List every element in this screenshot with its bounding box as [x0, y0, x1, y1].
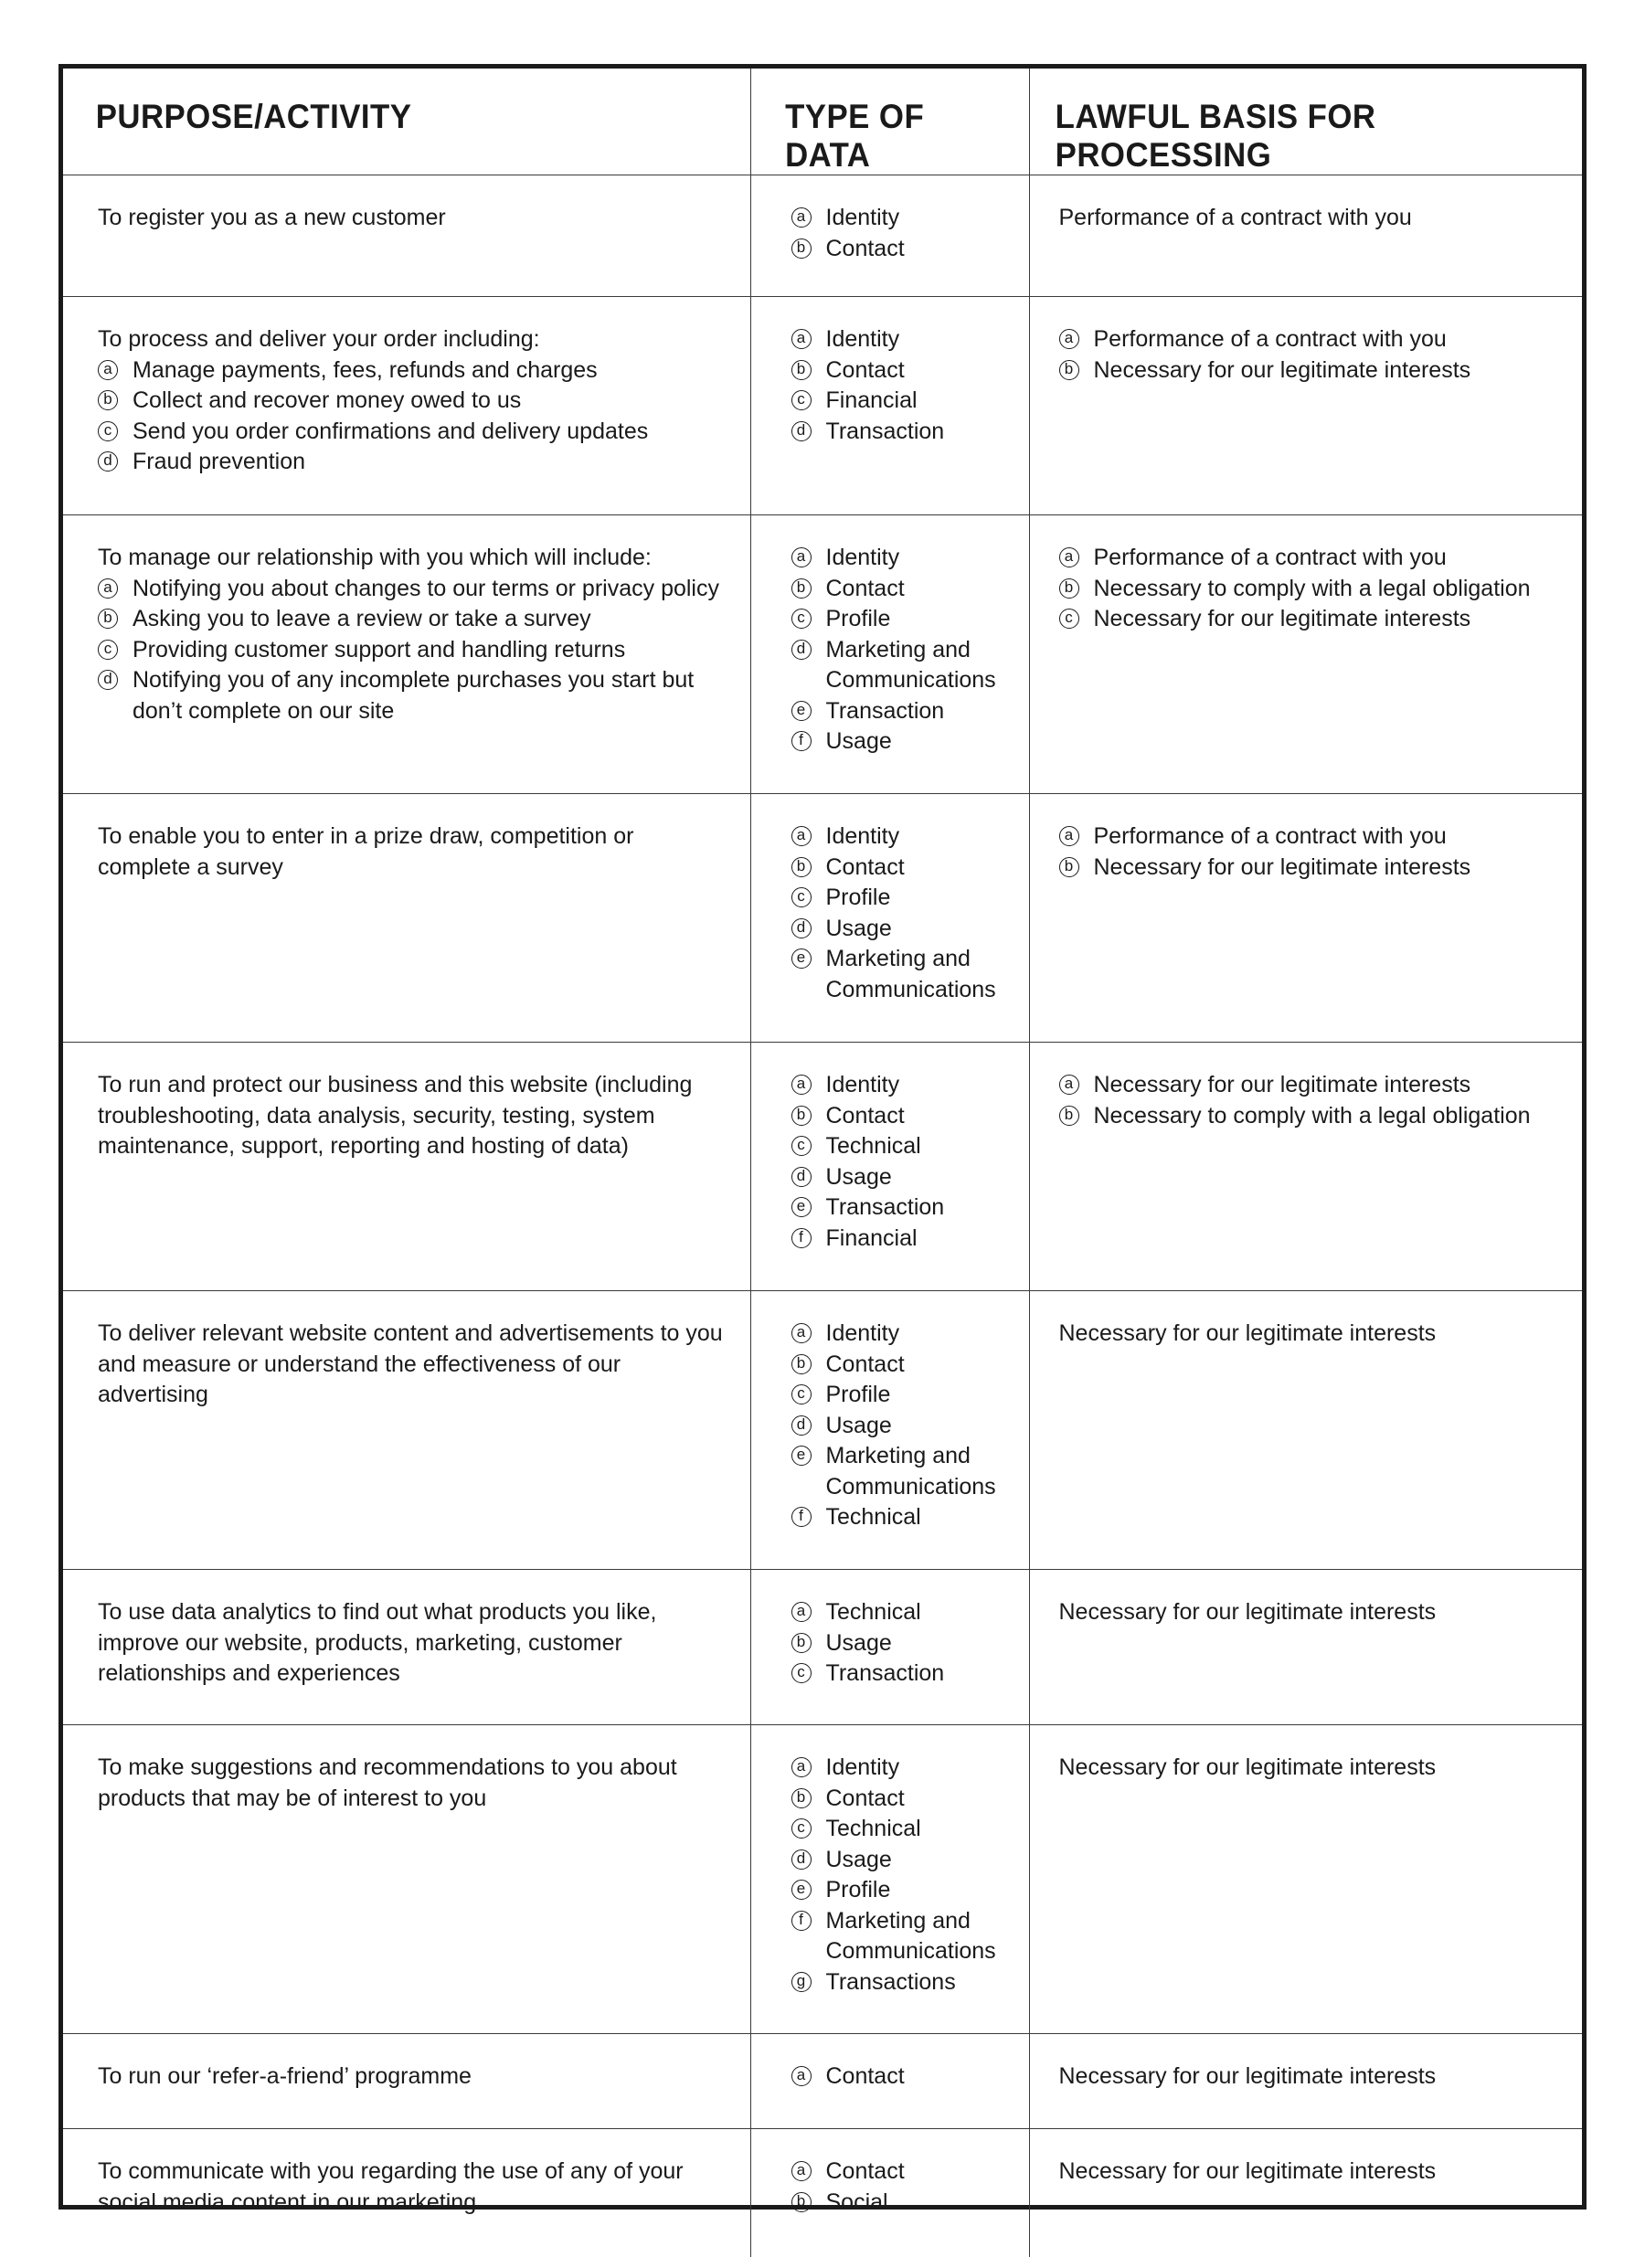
list-item — [98, 574, 732, 605]
circled-letter-marker: b — [791, 238, 812, 259]
list-item-text: Necessary for our legitimate interests — [1093, 606, 1471, 631]
list-item — [791, 1319, 1020, 1350]
circled-letter-marker: f — [791, 731, 812, 751]
list-item — [791, 883, 1020, 914]
data-type-cell — [750, 1725, 1029, 2034]
circled-letter-marker: a — [791, 547, 812, 567]
list-item-text: Technical — [825, 1816, 921, 1841]
list-item — [791, 1967, 1020, 1998]
list-item — [791, 1906, 1020, 1967]
circled-letter-marker: c — [791, 390, 812, 410]
purpose-cell — [63, 1043, 750, 1291]
list-item — [791, 355, 1020, 387]
list-item — [791, 1628, 1020, 1659]
list-item — [98, 665, 732, 726]
list-item-text: Contact — [825, 853, 905, 880]
table-row — [63, 1725, 1582, 2034]
data-type-cell — [750, 2129, 1029, 2257]
circled-letter-marker: f — [791, 1228, 812, 1248]
lawful-basis-text: Necessary for our legitimate interests — [1058, 1754, 1437, 1780]
list-item — [1059, 853, 1574, 884]
lawful-basis-cell — [1029, 297, 1582, 515]
purpose-cell — [63, 2129, 750, 2257]
data-type-list — [791, 2157, 1020, 2218]
list-item-text: Contact — [825, 1351, 905, 1377]
purpose-text: To process and deliver your order including: — [98, 326, 540, 352]
list-item — [791, 821, 1020, 853]
list-item-text: Performance of a contract with you — [1093, 823, 1447, 849]
list-item — [791, 574, 1020, 605]
purpose-cell — [63, 1725, 750, 2034]
table-row — [63, 1570, 1582, 1725]
circled-letter-marker: d — [791, 918, 812, 938]
circled-letter-marker: b — [1059, 578, 1079, 599]
table-row — [63, 2129, 1582, 2257]
purpose-cell — [63, 297, 750, 515]
list-item — [791, 2188, 1020, 2219]
circled-letter-marker: e — [791, 701, 812, 721]
purpose-sub-list — [98, 574, 732, 727]
data-type-list — [791, 1597, 1020, 1690]
list-item-text: Necessary for our legitimate interests — [1093, 853, 1471, 880]
data-type-cell — [750, 297, 1029, 515]
table-row — [63, 515, 1582, 794]
list-item-text: Marketing and Communications — [825, 946, 996, 1002]
list-item-text: Transactions — [825, 1968, 956, 1995]
list-item-text: Necessary for our legitimate interests — [1093, 356, 1471, 383]
list-item — [791, 635, 1020, 696]
lawful-basis-table — [63, 69, 1582, 2257]
circled-letter-marker: a — [791, 2066, 812, 2086]
circled-letter-marker: a — [98, 360, 118, 380]
list-item — [791, 2061, 1020, 2093]
list-item — [791, 1131, 1020, 1162]
data-type-list — [791, 203, 1020, 264]
lawful-basis-cell — [1029, 175, 1582, 297]
purpose-cell — [63, 515, 750, 794]
data-type-cell — [750, 794, 1029, 1043]
data-type-list — [791, 1070, 1020, 1254]
header-type-of-data: TYPE OF DATA — [750, 69, 1013, 175]
table-row — [63, 794, 1582, 1043]
list-item — [791, 1224, 1020, 1255]
circled-letter-marker: d — [791, 421, 812, 441]
table-row — [63, 2034, 1582, 2129]
list-item-text: Contact — [825, 1102, 905, 1129]
circled-letter-marker: d — [98, 451, 118, 472]
list-item-text: Technical — [825, 1504, 921, 1530]
list-item-text: Contact — [825, 1785, 905, 1811]
circled-letter-marker: c — [98, 421, 118, 441]
list-item-text: Necessary for our legitimate interests — [1093, 1072, 1471, 1097]
circled-letter-marker: a — [791, 329, 812, 349]
list-item — [791, 1597, 1020, 1628]
data-type-cell — [750, 2034, 1029, 2129]
list-item-text: Usage — [825, 1846, 892, 1872]
list-item-text: Identity — [825, 1754, 900, 1780]
list-item-text: Asking you to leave a review or take a survey — [133, 606, 591, 631]
lawful-basis-cell — [1029, 2034, 1582, 2129]
circled-letter-marker: b — [791, 1633, 812, 1653]
list-item-text: Usage — [825, 728, 892, 754]
list-item — [98, 417, 732, 448]
list-item — [791, 1441, 1020, 1502]
table-row — [63, 1043, 1582, 1291]
lawful-basis-text: Necessary for our legitimate interests — [1058, 1320, 1437, 1346]
list-item — [791, 1753, 1020, 1784]
list-item-text: Necessary to comply with a legal obligation — [1093, 1102, 1531, 1129]
list-item-text: Identity — [825, 1072, 900, 1097]
data-type-cell — [750, 1570, 1029, 1725]
list-item-text: Profile — [825, 1877, 891, 1902]
circled-letter-marker: c — [98, 640, 118, 660]
data-type-list — [791, 1319, 1020, 1533]
list-item — [791, 203, 1020, 234]
list-item — [791, 324, 1020, 355]
list-item-text: Marketing and Communications — [825, 636, 996, 693]
list-item-text: Usage — [825, 1629, 892, 1656]
circled-letter-marker: c — [1059, 609, 1079, 629]
lawful-basis-cell — [1029, 1291, 1582, 1570]
list-item — [791, 1162, 1020, 1193]
purpose-sub-list — [98, 355, 732, 478]
circled-letter-marker: b — [791, 857, 812, 877]
header-purpose-activity: PURPOSE/ACTIVITY — [63, 69, 709, 175]
circled-letter-marker: a — [791, 826, 812, 846]
circled-letter-marker: d — [791, 1167, 812, 1187]
purpose-cell — [63, 1570, 750, 1725]
list-item — [791, 417, 1020, 448]
list-item — [1059, 324, 1574, 355]
circled-letter-marker: d — [791, 1849, 812, 1870]
circled-letter-marker: d — [791, 640, 812, 660]
list-item — [791, 914, 1020, 945]
list-item-text: Notifying you about changes to our terms or privacy policy — [133, 575, 719, 601]
circled-letter-marker: e — [791, 1446, 812, 1466]
data-type-cell — [750, 175, 1029, 297]
circled-letter-marker: b — [791, 2192, 812, 2212]
list-item — [1059, 1101, 1574, 1132]
list-item — [791, 726, 1020, 758]
list-item-text: Contact — [825, 2063, 905, 2089]
list-item — [1059, 604, 1574, 635]
circled-letter-marker: f — [791, 1507, 812, 1527]
circled-letter-marker: a — [1059, 1075, 1079, 1095]
circled-letter-marker: a — [1059, 826, 1079, 846]
circled-letter-marker: e — [791, 1880, 812, 1900]
list-item-text: Identity — [825, 326, 900, 352]
purpose-text: To use data analytics to find out what products you like, improve our website, products, marketing, customer relationships and experiences — [98, 1599, 657, 1686]
data-type-list — [791, 1753, 1020, 1998]
list-item-text: Transaction — [825, 1194, 945, 1220]
list-item-text: Identity — [825, 545, 900, 570]
data-type-cell — [750, 1291, 1029, 1570]
list-item-text: Fraud prevention — [133, 449, 306, 474]
circled-letter-marker: c — [791, 609, 812, 629]
purpose-cell — [63, 794, 750, 1043]
list-item — [791, 1070, 1020, 1101]
purpose-text: To run our ‘refer-a-friend’ programme — [98, 2063, 472, 2089]
list-item-text: Transaction — [825, 1660, 945, 1686]
purpose-cell — [63, 2034, 750, 2129]
list-item — [791, 386, 1020, 417]
circled-letter-marker: a — [791, 1075, 812, 1095]
list-item-text: Necessary to comply with a legal obligation — [1093, 575, 1531, 601]
list-item — [791, 696, 1020, 727]
circled-letter-marker: b — [1059, 1106, 1079, 1126]
circled-letter-marker: a — [1059, 547, 1079, 567]
list-item-text: Contact — [825, 575, 905, 601]
purpose-cell — [63, 175, 750, 297]
purpose-text: To enable you to enter in a prize draw, competition or complete a survey — [98, 823, 634, 880]
lawful-basis-text: Necessary for our legitimate interests — [1058, 1599, 1437, 1625]
circled-letter-marker: b — [791, 1354, 812, 1374]
header-lawful-basis: LAWFUL BASIS FOR PROCESSING — [1029, 69, 1549, 175]
list-item-text: Identity — [825, 205, 900, 230]
list-item — [791, 1192, 1020, 1224]
list-item-text: Collect and recover money owed to us — [133, 387, 522, 413]
lawful-basis-cell — [1029, 515, 1582, 794]
list-item-text: Marketing and Communications — [825, 1443, 996, 1500]
lawful-basis-text: Performance of a contract with you — [1058, 205, 1412, 230]
lawful-basis-text: Necessary for our legitimate interests — [1058, 2158, 1437, 2184]
data-type-list — [791, 543, 1020, 758]
purpose-text: To make suggestions and recommendations to you about products that may be of interest to you — [98, 1754, 677, 1811]
list-item — [98, 447, 732, 478]
circled-letter-marker: b — [791, 360, 812, 380]
list-item — [791, 2157, 1020, 2188]
list-item — [791, 1875, 1020, 1906]
circled-letter-marker: b — [791, 1106, 812, 1126]
table-body — [63, 175, 1582, 2257]
circled-letter-marker: b — [791, 1788, 812, 1808]
list-item-text: Performance of a contract with you — [1093, 326, 1447, 352]
circled-letter-marker: b — [1059, 857, 1079, 877]
circled-letter-marker: b — [98, 609, 118, 629]
lawful-basis-list — [1059, 543, 1574, 635]
list-item — [1059, 1070, 1574, 1101]
circled-letter-marker: c — [791, 1818, 812, 1839]
list-item-text: Usage — [825, 1412, 892, 1438]
lawful-basis-text: Necessary for our legitimate interests — [1058, 2063, 1437, 2089]
list-item-text: Financial — [825, 387, 918, 413]
list-item — [791, 853, 1020, 884]
circled-letter-marker: f — [791, 1911, 812, 1931]
list-item-text: Marketing and Communications — [825, 1907, 996, 1964]
list-item-text: Manage payments, fees, refunds and charges — [133, 356, 598, 383]
list-item — [1059, 821, 1574, 853]
list-item-text: Financial — [825, 1224, 918, 1251]
list-item — [791, 944, 1020, 1005]
circled-letter-marker: c — [791, 1136, 812, 1156]
list-item-text: Technical — [825, 1133, 921, 1159]
lawful-basis-cell — [1029, 794, 1582, 1043]
list-item-text: Contact — [825, 356, 905, 383]
purpose-text: To run and protect our business and this website (including troubleshooting, data analysis, security, testing, system maintenance, support, reporting and hosting of data) — [98, 1072, 693, 1159]
lawful-basis-list — [1059, 1070, 1574, 1131]
list-item-text: Profile — [825, 1382, 891, 1407]
list-item-text: Usage — [825, 1163, 892, 1190]
list-item-text: Profile — [825, 885, 891, 910]
data-type-cell — [750, 515, 1029, 794]
purpose-text: To register you as a new customer — [98, 205, 446, 230]
circled-letter-marker: c — [791, 1384, 812, 1404]
table-row — [63, 297, 1582, 515]
circled-letter-marker: b — [1059, 360, 1079, 380]
circled-letter-marker: b — [791, 578, 812, 599]
list-item-text: Technical — [825, 1599, 921, 1625]
list-item — [791, 604, 1020, 635]
data-processing-table-frame — [58, 64, 1587, 2215]
list-item — [98, 604, 732, 635]
table-row — [63, 1291, 1582, 1570]
list-item-text: Transaction — [825, 697, 945, 724]
data-type-list — [791, 2061, 1020, 2093]
circled-letter-marker: c — [791, 887, 812, 907]
list-item-text: Identity — [825, 823, 900, 849]
list-item-text: Send you order confirmations and delivery updates — [133, 418, 649, 444]
circled-letter-marker: e — [791, 949, 812, 969]
circled-letter-marker: d — [98, 670, 118, 690]
data-type-list — [791, 821, 1020, 1005]
list-item — [791, 1814, 1020, 1845]
circled-letter-marker: c — [791, 1663, 812, 1683]
list-item — [98, 635, 732, 666]
list-item-text: Profile — [825, 606, 891, 631]
list-item — [1059, 574, 1574, 605]
list-item-text: Social — [825, 2189, 888, 2215]
lawful-basis-cell — [1029, 2129, 1582, 2257]
list-item-text: Transaction — [825, 418, 945, 444]
list-item-text: Notifying you of any incomplete purchases you start but don’t complete on our site — [133, 667, 695, 724]
list-item — [791, 1101, 1020, 1132]
purpose-text: To manage our relationship with you which will include: — [98, 545, 652, 570]
circled-letter-marker: a — [98, 578, 118, 599]
circled-letter-marker: a — [791, 1602, 812, 1622]
circled-letter-marker: b — [98, 390, 118, 410]
lawful-basis-cell — [1029, 1725, 1582, 2034]
data-type-cell — [750, 1043, 1029, 1291]
table-header-row — [63, 69, 1582, 175]
list-item-text: Contact — [825, 235, 905, 261]
circled-letter-marker: a — [1059, 329, 1079, 349]
list-item — [791, 1659, 1020, 1690]
list-item — [791, 1502, 1020, 1533]
circled-letter-marker: e — [791, 1197, 812, 1217]
list-item — [791, 1845, 1020, 1876]
list-item — [791, 1784, 1020, 1815]
list-item — [1059, 355, 1574, 387]
list-item-text: Identity — [825, 1320, 900, 1346]
list-item — [791, 543, 1020, 574]
list-item — [791, 1380, 1020, 1411]
list-item-text: Usage — [825, 915, 892, 941]
list-item-text: Contact — [825, 2158, 905, 2184]
list-item — [98, 355, 732, 387]
data-type-list — [791, 324, 1020, 447]
circled-letter-marker: a — [791, 1757, 812, 1777]
list-item-text: Providing customer support and handling returns — [133, 636, 626, 662]
list-item — [791, 234, 1020, 265]
list-item — [791, 1350, 1020, 1381]
circled-letter-marker: a — [791, 1323, 812, 1343]
circled-letter-marker: g — [791, 1972, 812, 1992]
purpose-cell — [63, 1291, 750, 1570]
list-item — [98, 386, 732, 417]
lawful-basis-cell — [1029, 1570, 1582, 1725]
circled-letter-marker: a — [791, 2161, 812, 2181]
list-item — [1059, 543, 1574, 574]
list-item — [791, 1411, 1020, 1442]
table-row — [63, 175, 1582, 297]
purpose-text: To communicate with you regarding the use of any of your social media content in our marketing — [98, 2158, 684, 2215]
list-item-text: Performance of a contract with you — [1093, 545, 1447, 570]
circled-letter-marker: a — [791, 207, 812, 228]
lawful-basis-list — [1059, 821, 1574, 883]
lawful-basis-cell — [1029, 1043, 1582, 1291]
lawful-basis-list — [1059, 324, 1574, 386]
circled-letter-marker: d — [791, 1415, 812, 1436]
purpose-text: To deliver relevant website content and advertisements to you and measure or understand the effectiveness of our advertising — [98, 1320, 723, 1407]
